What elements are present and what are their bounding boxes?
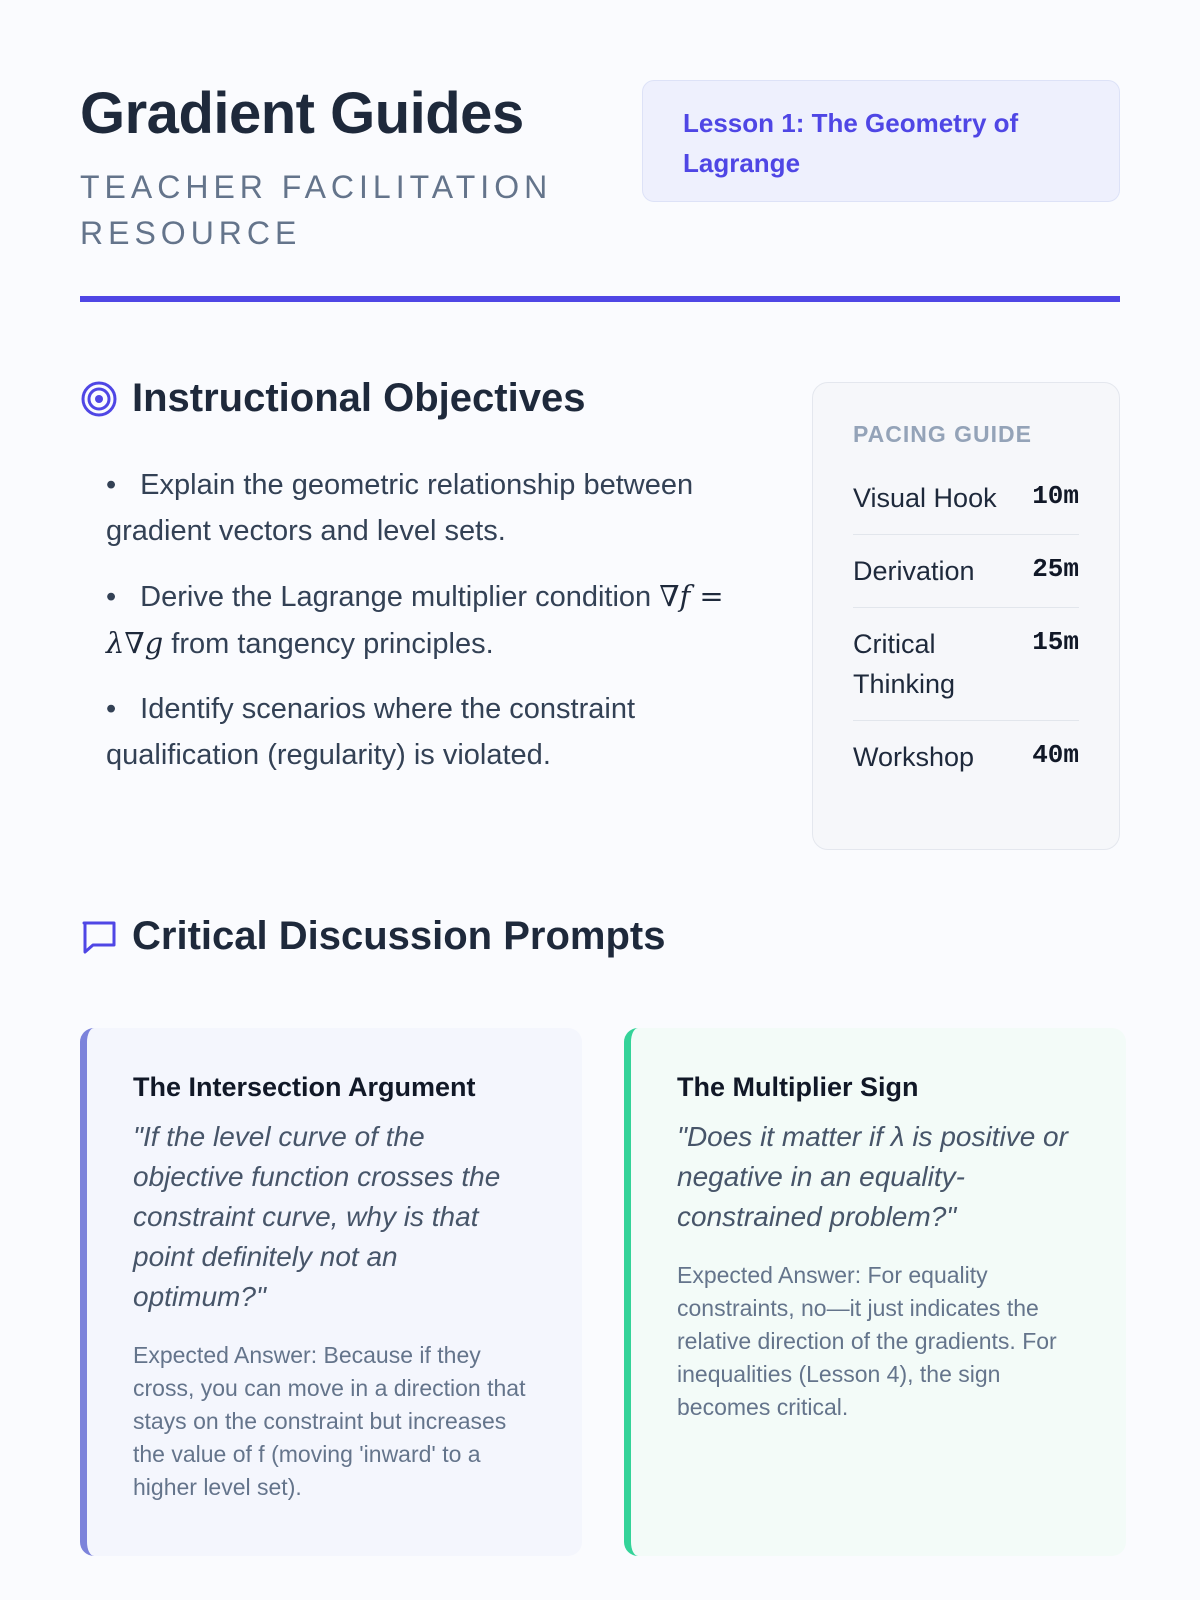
lesson-badge: Lesson 1: The Geometry of Lagrange <box>642 80 1120 202</box>
objective-text: from tangency principles. <box>171 628 494 660</box>
discussion-card-answer: Expected Answer: For equality constraints, no—it just indicates the relative direction of the gradients. For inequalities (Lesson 4), the sign becomes critical. <box>677 1262 1057 1420</box>
pacing-label: Critical Thinking <box>853 629 956 699</box>
list-item <box>106 462 736 554</box>
bullet-icon: • <box>106 693 117 725</box>
chat-icon <box>80 918 118 956</box>
objective-text: Explain the geometric relationship between gradient vectors and level sets. <box>106 469 694 547</box>
discussion-card-question: "Does it matter if λ is positive or negative in an equality-constrained problem?" <box>677 1121 1068 1232</box>
pacing-row <box>853 721 1079 793</box>
target-icon <box>80 380 118 418</box>
pacing-label: Workshop <box>853 742 975 772</box>
pacing-row <box>853 462 1079 535</box>
bullet-icon: • <box>106 581 117 613</box>
list-item <box>106 573 736 667</box>
pacing-time: 25m <box>1032 554 1079 584</box>
pacing-row <box>853 535 1079 608</box>
page-title: Gradient Guides <box>80 81 524 146</box>
page-subtitle: TEACHER FACILITATION RESOURCE <box>80 169 553 251</box>
list-item <box>106 686 736 778</box>
discussion-heading-text: Critical Discussion Prompts <box>132 914 666 958</box>
objective-text: Identify scenarios where the constraint qualification (regularity) is violated. <box>106 693 636 771</box>
bullet-icon: • <box>106 469 117 501</box>
objectives-heading-text: Instructional Objectives <box>132 376 586 420</box>
page-header <box>80 80 1120 302</box>
discussion-card-title: The Intersection Argument <box>133 1072 476 1102</box>
pacing-label: Derivation <box>853 556 975 586</box>
objectives-list <box>106 462 736 797</box>
discussion-card-question: "If the level curve of the objective function crosses the constraint curve, why is that point definitely not an optimum?" <box>133 1121 501 1312</box>
pacing-guide-card <box>812 382 1120 850</box>
discussion-card <box>80 1028 582 1556</box>
pacing-time: 40m <box>1032 740 1079 770</box>
objective-text: Derive the Lagrange multiplier condition <box>140 581 652 613</box>
pacing-guide-title: PACING GUIDE <box>853 421 1032 447</box>
lagrange-condition-formula: ∇f = λ∇g <box>106 579 724 660</box>
discussion-card-answer: Expected Answer: Because if they cross, you can move in a direction that stays on the constraint but increases the value of f (moving 'inward' to a higher level set). <box>133 1342 526 1500</box>
pacing-time: 15m <box>1032 627 1079 657</box>
discussion-card <box>624 1028 1126 1556</box>
discussion-heading <box>80 914 665 959</box>
discussion-card-title: The Multiplier Sign <box>677 1072 919 1102</box>
pacing-row <box>853 608 1079 721</box>
objectives-heading <box>80 376 585 421</box>
pacing-label: Visual Hook <box>853 483 997 513</box>
pacing-time: 10m <box>1032 481 1079 511</box>
